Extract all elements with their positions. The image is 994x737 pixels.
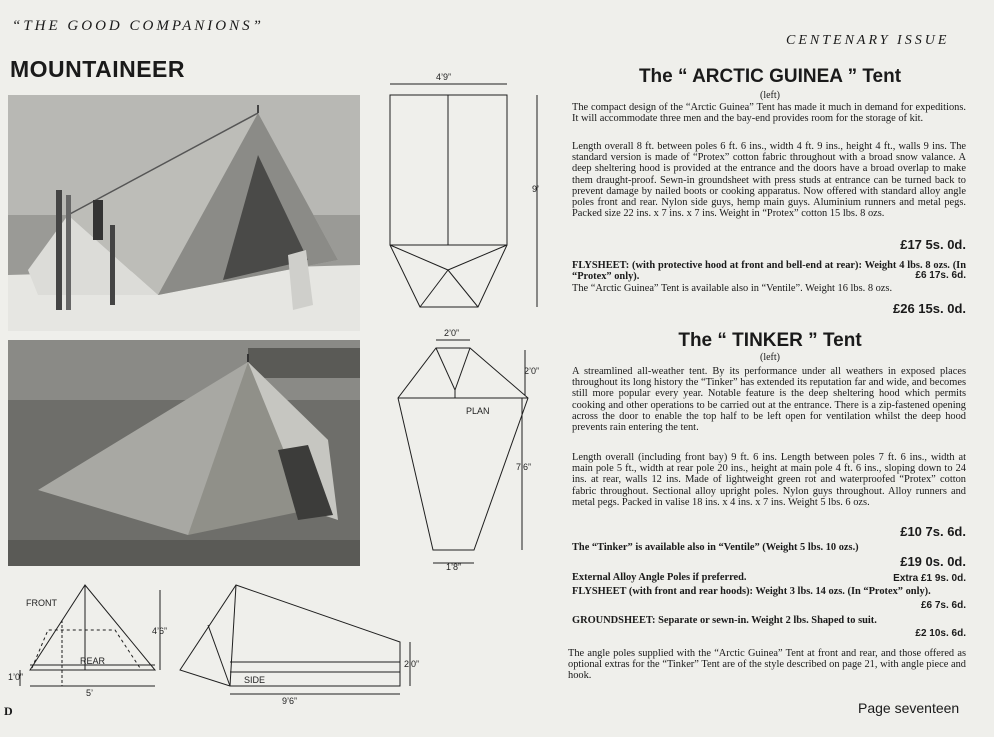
front-base-label: 5’ <box>86 688 94 698</box>
arctic-width-label: 4’9” <box>436 72 452 82</box>
magazine-title: “THE GOOD COMPANIONS” <box>12 18 264 34</box>
tinker-flysheet-price: £6 7s. 6d. <box>920 600 966 611</box>
side-base-label: 9’6” <box>282 696 298 706</box>
tinker-subtitle: (left) <box>760 352 780 363</box>
front-height-label: 4’6” <box>152 626 168 636</box>
front-wall-label: 1’0” <box>8 672 24 682</box>
plan-label: PLAN <box>466 406 490 416</box>
tinker-price: £10 7s. 6d. <box>900 524 966 539</box>
tinker-poles: External Alloy Angle Poles if preferred. <box>572 572 747 583</box>
arctic-title: The “ ARCTIC GUINEA ” Tent <box>638 66 902 87</box>
tinker-groundsheet-price: £2 10s. 6d. <box>915 628 966 639</box>
arctic-flysheet-price: £6 17s. 6d. <box>915 270 966 281</box>
brand-heading: MOUNTAINEER <box>10 56 186 82</box>
tinker-ventile: The “Tinker” is available also in “Ventile” (Weight 5 lbs. 10 ozs.) <box>572 542 859 553</box>
tinker-intro: A streamlined all-weather tent. By its performance under all weathers in exposed places throughout its long history the “Tinker” has extended its reputation far and wide, and becomes still more popular every year. Notable feature is the deep sheltering hood which permits cooking and other operations to be carried out at the entrance. There is a zip-fastened opening across the door to enable the top half to be left open for ventilation whilst the deep hood prevents rain entering the tent. <box>572 366 966 434</box>
tinker-length-label: 7’6” <box>516 462 532 472</box>
tinker-flysheet: FLYSHEET (with front and rear hoods): Weight 3 lbs. 14 ozs. (In “Protex” only). <box>572 586 931 597</box>
tinker-poles-price: Extra £1 9s. 0d. <box>893 573 966 584</box>
side-label: SIDE <box>244 675 266 685</box>
tinker-plan-body <box>398 348 528 550</box>
page-number: Page seventeen <box>858 700 960 716</box>
tinker-hood-label: 2’0” <box>524 366 540 376</box>
tinker-spec: Length overall (including front bay) 9 ft. 6 ins. Length between poles 7 ft. 6 ins., width at main pole 5 ft., width at rear pole 20 ins., height at main pole 4 ft. 6 ins., sloping down to 24 ins. at rear, walls 12 ins. Made of lightweight green rot and waterproofed “Protex” cotton fabric throughout. Sectional alloy upright poles. Nylon guys throughout. Alloy runners and metal pegs. Packed in valise 18 ins. x 4 ins. x 7 ins. Weight 5 lbs. 6 ozs. <box>572 452 966 508</box>
arctic-intro: The compact design of the “Arctic Guinea” Tent has made it much in demand for expeditions. It will accommodate three men and the bay-end provides room for the storage of kit. <box>572 102 966 125</box>
tinker-groundsheet: GROUNDSHEET: Separate or sewn-in. Weight 2 lbs. Shaped to suit. <box>572 615 877 626</box>
issue-title: CENTENARY ISSUE <box>786 33 950 48</box>
rear-label: REAR <box>80 656 106 666</box>
arctic-price: £17 5s. 0d. <box>900 237 966 252</box>
arctic-ventile: The “Arctic Guinea” Tent is available also in “Ventile”. Weight 16 lbs. 8 ozs. <box>572 283 893 294</box>
tinker-title: The “ TINKER ” Tent <box>678 330 862 351</box>
arctic-ventile-price: £26 15s. 0d. <box>893 301 966 316</box>
arctic-subtitle: (left) <box>760 90 780 101</box>
arctic-spec: Length overall 8 ft. between poles 6 ft. 6 ins., width 4 ft. 9 ins., height 4 ft., walls 9 ins. The standard version is made of “Protex” cotton fabric throughout with a broad snow valance. A deep sheltering hood is provided at the entrance and the doors have a broad overlap to make them draught-proof. Sewn-in groundsheet with press studs at entrance can be turned back to prevent damage by nailed boots or cooking apparatus. Now offered with standard alloy angle poles front and rear. Nylon side guys, hemp main guys. Aluminium runners and metal pegs. Packed size 22 ins. x 7 ins. x 7 ins. Weight in “Protex” cotton 15 lbs. 8 ozs. <box>572 141 966 220</box>
tinker-side-view <box>180 585 400 686</box>
tinker-ventile-price: £19 0s. 0d. <box>900 554 966 569</box>
side-wall-label: 2’0” <box>404 659 420 669</box>
tinker-rear-width-label: 1’8” <box>446 562 462 572</box>
tinker-width-label: 2’0” <box>444 328 460 338</box>
signature-mark: D <box>4 704 13 718</box>
front-label: FRONT <box>26 598 57 608</box>
arctic-length-label: 9’ <box>532 184 540 194</box>
arctic-flysheet: FLYSHEET: (with protective hood at front and bell-end at rear): Weight 4 lbs. 8 ozs. (In “Protex” only). <box>572 260 966 283</box>
poles-note: The angle poles supplied with the “Arctic Guinea” Tent at front and rear, and those offered as optional extras for the “Tinker” Tent are of the style described on page 21, with angle piece and hook. <box>568 648 966 682</box>
